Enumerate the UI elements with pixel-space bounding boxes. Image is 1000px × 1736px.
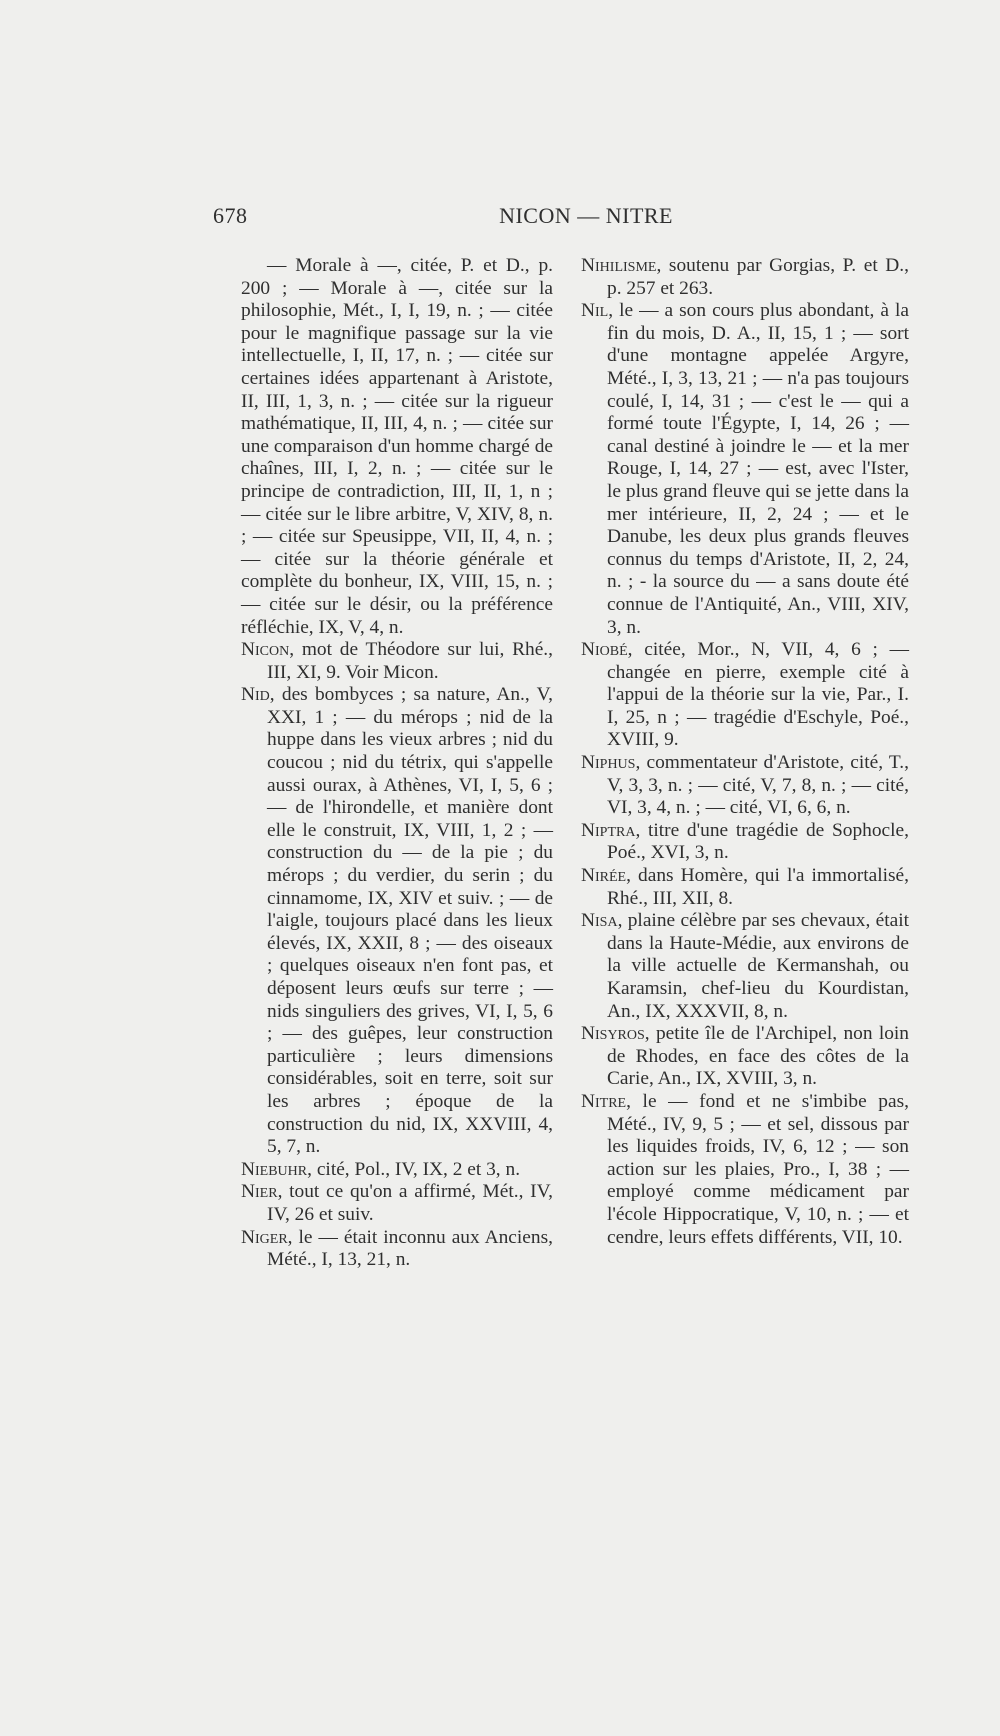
index-entry [581,820,909,865]
entry-text: , titre d'une tragédie de Sophocle, Poé., XVI, 3, n. [607,819,909,864]
entry-text: , soutenu par Gorgias, P. et D., p. 257 et 263. [607,255,909,299]
entry-headword: Nil [581,300,609,322]
index-entry [241,684,553,1158]
index-entry [241,1159,553,1182]
index-entry [581,1023,909,1091]
entry-headword: Nier [241,1181,278,1203]
index-entry [581,255,909,300]
index-entry [241,639,553,684]
left-column [241,255,553,1272]
entry-headword: Nisyros [581,1023,645,1045]
entry-headword: Niger [241,1226,288,1248]
index-entry [241,255,553,639]
entry-headword: Nirée [581,865,627,887]
entry-text: , mot de Théodore sur lui, Rhé., III, XI, 9. Voir Micon. [267,639,553,683]
index-entry [581,300,909,639]
entry-headword: Niebuhr [241,1158,308,1180]
entry-headword: Niobé [581,639,628,661]
entry-text: , dans Homère, qui l'a immortalisé, Rhé., III, XII, 8. [607,865,909,909]
entry-headword: Nicon [241,639,290,661]
entry-text: , citée, Mor., N, VII, 4, 6 ; — changée en pierre, exemple cité à l'appui de la théorie sur la vie, Par., I. I, 25, n ; — tragédie d'Eschyle, Poé., XVIII, 9. [607,639,909,751]
entry-text: , le — a son cours plus abondant, à la fin du mois, D. A., II, 15, 1 ; — sort d'une montagne appelée Argyre, Mété., I, 3, 13, 21 ; — n'a pas toujours coulé, I, 14, 31 ; — c'est le — qui a formé toute l'Égypte, I, 14, 26 ; — canal destiné à joindre le — et la mer Rouge, I, 14, 27 ; — est, avec l'Ister, le plus grand fleuve qui se jette dans la mer intérieure, II, 2, 24 ; — et le Danube, les deux plus grands fleuves connus du temps d'Aristote, II, 2, 24, n. ; - la source du — a sans doute été connue de l'Antiquité, An., VIII, XIV, 3, n. [607,300,909,638]
entry-headword: Niphus [581,752,636,774]
index-entry [581,639,909,752]
entry-text: — Morale à —, citée, P. et D., p. 200 ; — Morale à —, citée sur la philosophie, Mét., I, I, 19, n. ; — citée pour le magnifique passage sur la vie intellectuelle, I, II, 17, n. ; — citée sur certaines idées appartenant à Aristote, II, III, 1, 3, n. ; — citée sur la rigueur mathématique, II, III, 4, n. ; — citée sur une comparaison d'un homme chargé de chaînes, III, I, 2, n. ; — citée sur le principe de contradiction, III, II, 1, n ; — citée sur le libre arbitre, V, XIV, 8, n. ; — citée sur Speusippe, VII, II, 4, n. ; — citée sur la théorie générale et complète du bonheur, IX, VIII, 15, n. ; — citée sur le désir, ou la préférence réfléchie, IX, V, 4, n. [241,255,553,638]
entry-text: , petite île de l'Archipel, non loin de Rhodes, en face des côtes de la Carie, An., IX, XVIII, 3, n. [607,1023,909,1090]
index-entry [581,865,909,910]
entry-text: , cité, Pol., IV, IX, 2 et 3, n. [307,1158,521,1180]
entry-text: , commentateur d'Aristote, cité, T., V, 3, 3, n. ; — cité, V, 7, 8, n. ; — cité, VI, 3, 4, n. ; — cité, VI, 6, 6, n. [607,752,909,819]
running-title: NICON — NITRE [499,203,673,228]
entry-text: , des bombyces ; sa nature, An., V, XXI, 1 ; — du mérops ; nid de la huppe dans les vieux arbres ; nid du coucou ; nid du tétrix, qui s'appelle aussi ourax, à Athènes, VI, I, 5, 6 ; — de l'hirondelle, et manière dont elle le construit, IX, VIII, 1, 2 ; — construction du — de la pie ; du mérops ; du verdier, du serin ; du cinnamome, IX, XIV et suiv. ; — de l'aigle, toujours placé dans les lieux élevés, IX, XXII, 8 ; — des oiseaux ; quelques oiseaux n'en font pas, et déposent leurs œufs sur terre ; — nids singuliers des grives, VI, I, 5, 6 ; — des guêpes, leur construction particulière ; leurs dimensions considérables, soit en terre, soit sur les arbres ; époque de la construction du nid, IX, XXVIII, 4, 5, 7, n. [267,684,553,1158]
entry-headword: Nisa [581,910,618,932]
entry-text: , plaine célèbre par ses chevaux, était dans la Haute-Médie, aux environs de la ville actuelle de Kermanshah, ou Karamsin, chef-lieu du Kourdistan, An., IX, XXXVII, 8, n. [607,910,909,1022]
entry-text: , le — était inconnu aux Anciens, Mété., I, 13, 21, n. [267,1226,553,1271]
index-entry [241,1227,553,1272]
index-entry [581,1091,909,1249]
entry-text: , le — fond et ne s'imbibe pas, Mété., IV, 9, 5 ; — et sel, dissous par les liquides froids, IV, 6, 12 ; — son action sur les plaies, Pro., I, 38 ; — employé comme médicament par l'école Hippocratique, V, 10, n. ; — et cendre, leurs effets différents, VII, 10. [607,1090,909,1248]
right-column [581,255,909,1249]
entry-headword: Nitre [581,1090,627,1112]
entry-headword: Nid [241,684,270,706]
index-entry [581,910,909,1023]
entry-text: , tout ce qu'on a affirmé, Mét., IV, IV, 26 et suiv. [267,1181,553,1225]
entry-headword: Niptra [581,819,636,841]
index-entry [581,752,909,820]
index-entry [241,1181,553,1226]
page-number: 678 [213,203,248,228]
entry-headword: Nihilisme [581,255,657,276]
